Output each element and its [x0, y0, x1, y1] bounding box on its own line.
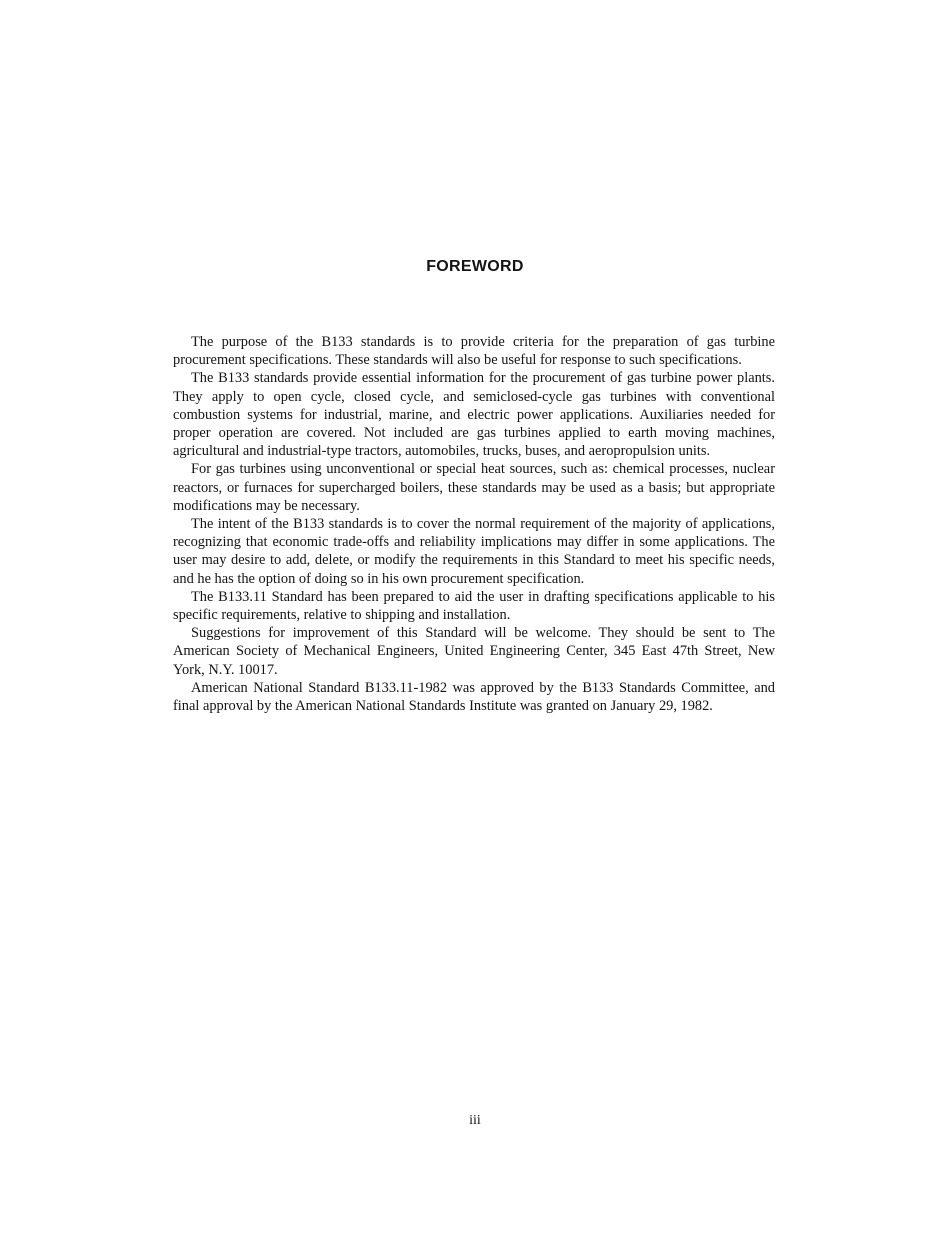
page-number: iii	[469, 1113, 481, 1128]
paragraph-scope: The B133 standards provide essential information for the procurement of gas turbine power plants. They apply to open cycle, closed cycle, and semiclosed-cycle gas turbines with conventional combustion systems for industrial, marine, and electric power applications. Auxiliaries needed for proper operation are covered. Not included are gas turbines applied to earth moving machines, agricultural and industrial-type tractors, automobiles, trucks, buses, and aeropropulsion units.	[173, 370, 775, 460]
paragraph-purpose: The purpose of the B133 standards is to provide criteria for the preparation of gas turbine procurement specifications. These standards will also be useful for response to such specifications.	[173, 334, 775, 369]
page-title: FOREWORD	[426, 258, 524, 275]
paragraph-suggestions: Suggestions for improvement of this Standard will be welcome. They should be sent to The American Society of Mechanical Engineers, United Engineering Center, 345 East 47th Street, New York, N.Y. 10017.	[173, 625, 775, 678]
paragraph-intent: The intent of the B133 standards is to cover the normal requirement of the majority of applications, recognizing that economic trade-offs and reliability implications may differ in some applications. The user may desire to add, delete, or modify the requirements in this Standard to meet his specific needs, and he has the option of doing so in his own procurement specification.	[173, 516, 775, 587]
paragraph-special-heat-sources: For gas turbines using unconventional or special heat sources, such as: chemical processes, nuclear reactors, or furnaces for supercharged boilers, these standards may be used as a basis; but appropriate modifications may be necessary.	[173, 461, 775, 514]
foreword-body	[173, 333, 775, 715]
paragraph-b133-11: The B133.11 Standard has been prepared to aid the user in drafting specifications applicable to his specific requirements, relative to shipping and installation.	[173, 588, 775, 624]
paragraph-approval: American National Standard B133.11-1982 was approved by the B133 Standards Committee, and final approval by the American National Standards Institute was granted on January 29, 1982.	[173, 679, 775, 715]
